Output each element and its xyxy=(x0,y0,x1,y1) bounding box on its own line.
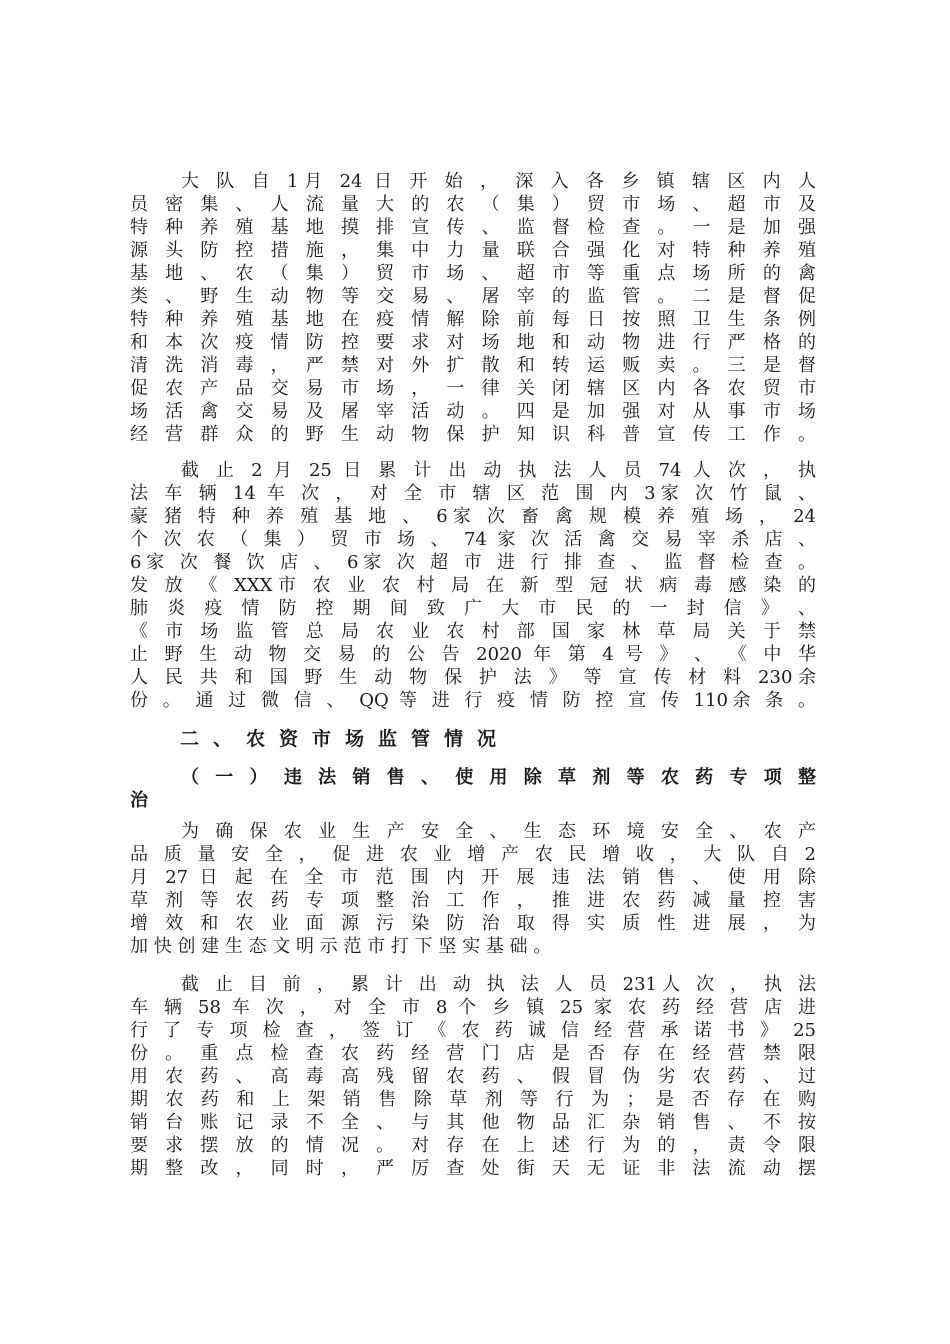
text-line: 法 车 辆 14 车 次 ， 对 全 市 辖 区 范 围 内 3家 次 竹 鼠 、 xyxy=(130,483,816,504)
text-line: 肺 炎 疫 情 防 控 期 间 致 广 大 市 民 的 一 封 信 》 、 xyxy=(130,598,816,619)
text-line: 基 地 、 农 （ 集 ） 贸 市 场 、 超 市 等 重 点 场 所 的 禽 xyxy=(130,263,816,284)
text-line: 大 队 自 1月 24 日 开 始 ， 深 入 各 乡 镇 辖 区 内 人 xyxy=(181,171,816,192)
text-line: 源 头 防 控 措 施 ， 集 中 力 量 联 合 强 化 对 特 种 养 殖 xyxy=(130,240,816,261)
text-line: 车 辆 58 车 次 ， 对 全 市 8 个 乡 镇 25 家 农 药 经 营 店 进 xyxy=(130,997,816,1018)
text-line: 促 农 产 品 交 易 市 场 ， 一 律 关 闭 辖 区 内 各 农 贸 市 xyxy=(130,378,816,399)
text-line: 豪 猪 特 种 养 殖 基 地 、 6家 次 畜 禽 规 模 养 殖 场 ， 24 xyxy=(130,506,816,527)
text-line: 和 本 次 疫 情 防 控 要 求 对 场 地 和 动 物 进 行 严 格 的 xyxy=(130,332,816,353)
text-line: 个 次 农 （ 集 ） 贸 市 场 、 74 家 次 活 禽 交 易 宰 杀 店 、 xyxy=(130,529,816,550)
text-line: 月 27 日 起 在 全 市 范 围 内 开 展 违 法 销 售 、 使 用 除 xyxy=(130,867,816,888)
text-line: 增 效 和 农 业 面 源 污 染 防 治 取 得 实 质 性 进 展 ， 为 xyxy=(130,913,816,934)
text-line: 为 确 保 农 业 生 产 安 全 、 生 态 环 境 安 全 、 农 产 xyxy=(181,821,816,842)
text-line: 草 剂 等 农 药 专 项 整 治 工 作 ， 推 进 农 药 减 量 控 害 xyxy=(130,890,816,911)
text-line: 6家 次 餐 饮 店 、 6家 次 超 市 进 行 排 查 、 监 督 检 查 。 xyxy=(130,552,816,573)
text-line: 加 快 创 建 生 态 文 明 示 范 市 打 下 坚 实 基 础 。 xyxy=(130,936,552,957)
text-line: 场 活 禽 交 易 及 屠 宰 活 动 。 四 是 加 强 对 从 事 市 场 xyxy=(130,401,816,422)
text-line: 发 放 《 XXX市 农 业 农 村 局 在 新 型 冠 状 病 毒 感 染 的 xyxy=(130,575,816,596)
text-line: 止 野 生 动 物 交 易 的 公 告 2020 年 第 4 号 》 、 《 中 华 xyxy=(130,644,816,665)
text-line: 人 民 共 和 国 野 生 动 物 保 护 法 》 等 宣 传 材 料 230余 xyxy=(130,667,816,688)
text-line: 销 台 账 记 录 不 全 、 与 其 他 物 品 汇 杂 销 售 、 不 按 xyxy=(130,1112,816,1133)
subsection-heading-cont: 治 xyxy=(130,790,148,811)
text-line: 要 求 摆 放 的 情 况 。 对 存 在 上 述 行 为 的 ， 责 令 限 xyxy=(130,1135,816,1156)
text-line: 《 市 场 监 管 总 局 农 业 农 村 部 国 家 林 草 局 关 于 禁 xyxy=(130,621,816,642)
text-line: 份 。 通 过 微 信 、 QQ 等 进 行 疫 情 防 控 宣 传 110余 条 。 xyxy=(130,690,816,711)
text-line: 经 营 群 众 的 野 生 动 物 保 护 知 识 科 普 宣 传 工 作 。 xyxy=(130,424,816,445)
text-line: 份 。 重 点 检 查 农 药 经 营 门 店 是 否 存 在 经 营 禁 限 xyxy=(130,1043,816,1064)
text-line: 特 种 养 殖 基 地 摸 排 宣 传 、 监 督 检 查 。 一 是 加 强 xyxy=(130,217,816,238)
text-line: 类 、 野 生 动 物 等 交 易 、 屠 宰 的 监 管 。 二 是 督 促 xyxy=(130,286,816,307)
section-heading: 二、农资市场监管情况 xyxy=(180,728,511,750)
text-line: 期 整 改 ， 同 时 ， 严 厉 查 处 街 天 无 证 非 法 流 动 摆 xyxy=(130,1158,816,1179)
text-line: 行 了 专 项 检 查 ， 签 订 《 农 药 诚 信 经 营 承 诺 书 》 25 xyxy=(130,1020,816,1041)
text-line: 员 密 集 、 人 流 量 大 的 农 （ 集 ） 贸 市 场 、 超 市 及 xyxy=(130,194,816,215)
text-line: 期 农 药 和 上 架 销 售 除 草 剂 等 行 为 ； 是 否 存 在 购 xyxy=(130,1089,816,1110)
text-line: 截 止 2 月 25 日 累 计 出 动 执 法 人 员 74 人 次 ， 执 xyxy=(181,460,816,481)
text-line: 清 洗 消 毒 ， 严 禁 对 外 扩 散 和 转 运 贩 卖 。 三 是 督 xyxy=(130,355,816,376)
subsection-heading: （ 一 ） 违 法 销 售 、 使 用 除 草 剂 等 农 药 专 项 整 xyxy=(181,767,816,788)
text-line: 品 质 量 安 全 ， 促 进 农 业 增 产 农 民 增 收 ， 大 队 自 2 xyxy=(130,844,816,865)
text-line: 用 农 药 、 高 毒 高 残 留 农 药 、 假 冒 伪 劣 农 药 、 过 xyxy=(130,1066,816,1087)
text-line: 特 种 养 殖 基 地 在 疫 情 解 除 前 每 日 按 照 卫 生 条 例 xyxy=(130,309,816,330)
text-line: 截 止 目 前 ， 累 计 出 动 执 法 人 员 231人 次 ， 执 法 xyxy=(181,974,816,995)
